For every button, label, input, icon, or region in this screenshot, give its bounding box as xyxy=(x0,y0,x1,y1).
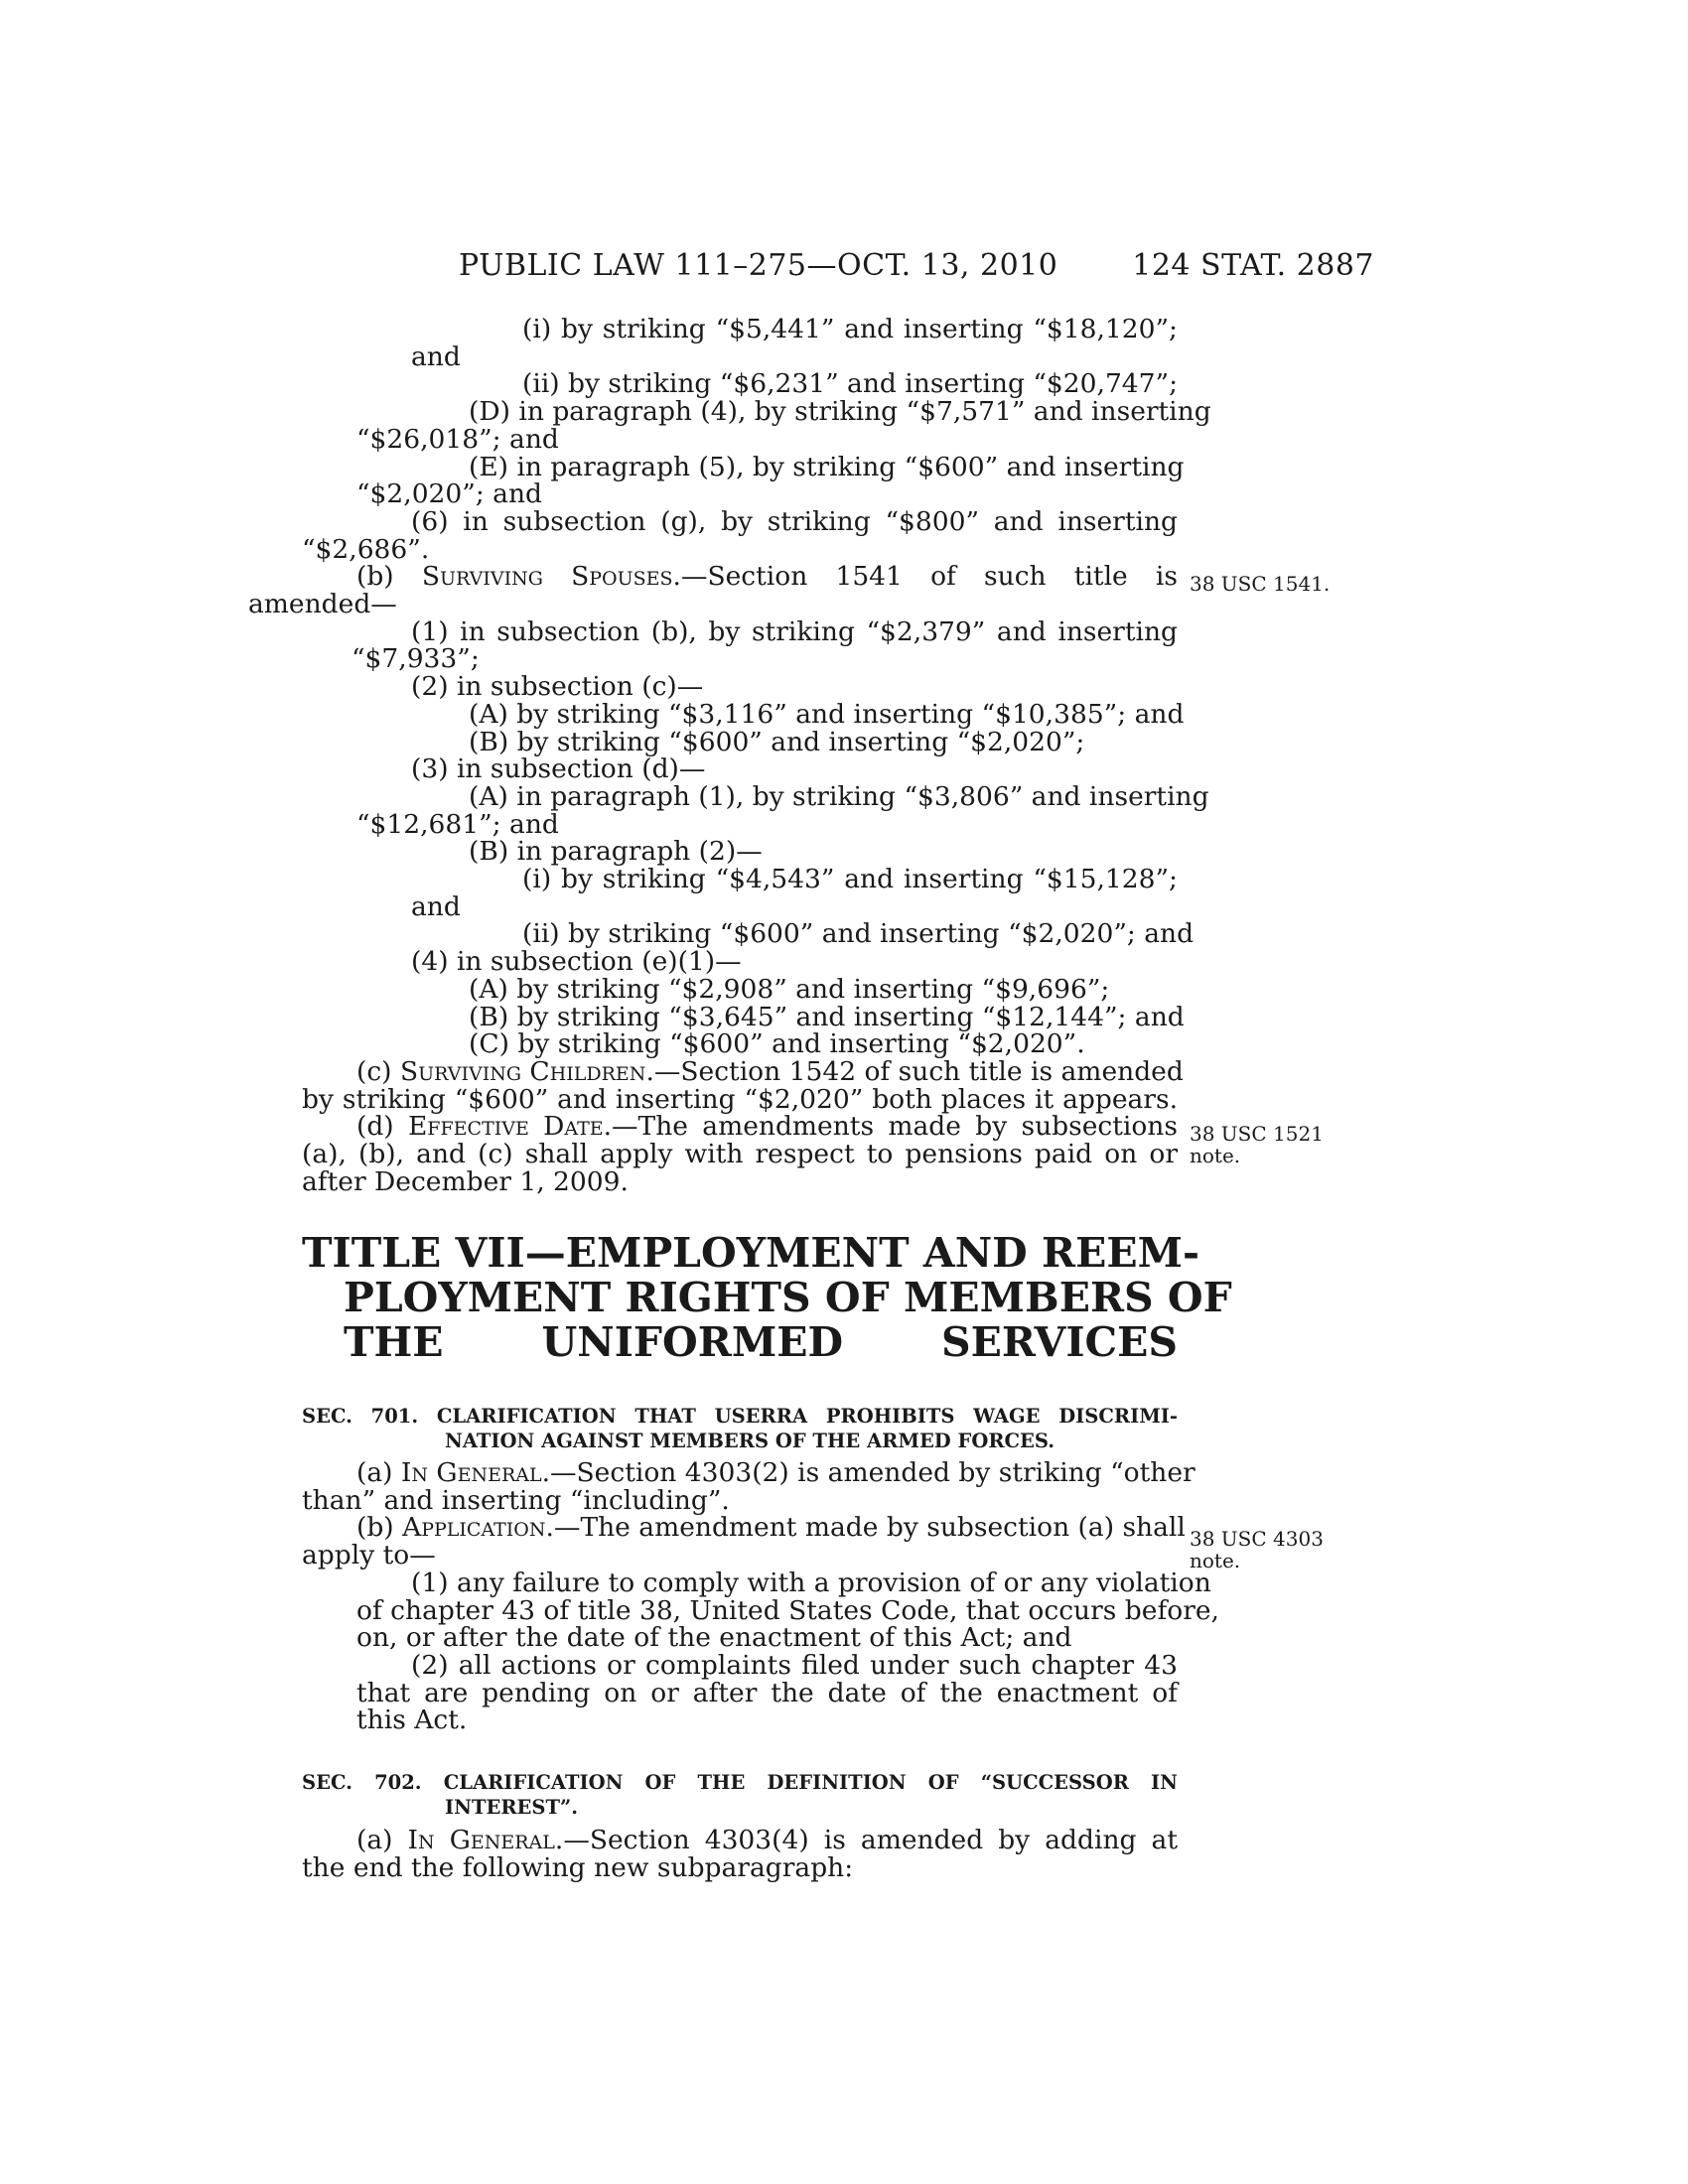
sec-701-heading: SEC. 701. CLARIFICATION THAT USERRA PROHIBITS WAGE DISCRIMI- NATION AGAINST MEMBERS OF THE ARMED FORCES. xyxy=(302,1405,1178,1452)
text-line: that are pending on or after the date of the enactment of xyxy=(356,1677,1178,1708)
text-line: on, or after the date of the enactment of this Act; and xyxy=(356,1622,1072,1654)
text-line: (2) in subsection (c)— xyxy=(411,671,704,703)
text-line: (D) in paragraph (4), by striking “$7,571” and inserting xyxy=(469,396,1211,428)
text-line: and xyxy=(411,890,461,922)
text-line: “$2,686”. xyxy=(302,533,430,565)
text-line: (B) by striking “$600” and inserting “$2,020”; xyxy=(469,726,1085,757)
text-line: (ii) by striking “$6,231” and inserting “$20,747”; xyxy=(522,368,1178,400)
text-line: than” and inserting “including”. xyxy=(302,1484,730,1516)
in-general-heading: In General xyxy=(400,1457,542,1488)
text-line: the end the following new subparagraph: xyxy=(302,1851,854,1883)
title-line: THE UNIFORMED SERVICES xyxy=(344,1318,1178,1366)
effective-date-heading: Effective Date xyxy=(407,1111,604,1143)
text-line: (B) in paragraph (2)— xyxy=(469,836,763,868)
surviving-children-heading: Surviving Children xyxy=(399,1055,646,1087)
text-line: (6) in subsection (g), by striking “$800” and inserting xyxy=(411,505,1178,537)
sec-702-a: (a) In General.—Section 4303(4) is amended by adding at xyxy=(356,1825,1178,1855)
text-line: this Act. xyxy=(356,1705,468,1736)
text-line: (1) any failure to comply with a provision of or any violation xyxy=(411,1567,1211,1598)
margin-note-4303-note: note. xyxy=(1190,1549,1241,1572)
text-line: amended— xyxy=(248,589,397,620)
subsection-c-heading: (c) Surviving Children.—Section 1542 of such title is amended xyxy=(356,1055,1184,1087)
text-line: (A) in paragraph (1), by striking “$3,806” and inserting xyxy=(469,780,1209,812)
text-line: “$26,018”; and xyxy=(356,423,559,455)
text-line: (A) by striking “$2,908” and inserting “$9,696”; xyxy=(469,973,1110,1005)
sec-701-b: (b) Application.—The amendment made by subsection (a) shall xyxy=(356,1512,1186,1544)
sec-702-text xyxy=(302,1827,1178,1881)
text-line: (4) in subsection (e)(1)— xyxy=(411,946,742,978)
surviving-spouses-heading: Surviving Spouses xyxy=(421,561,673,593)
title-line: TITLE VII—EMPLOYMENT AND REEM- xyxy=(302,1229,1199,1277)
text-line: apply to— xyxy=(302,1540,436,1571)
text-line: and xyxy=(411,341,461,372)
text-line: (1) in subsection (b), by striking “$2,379” and inserting xyxy=(411,615,1178,647)
margin-note-38-usc-4303: 38 USC 4303 xyxy=(1190,1527,1324,1551)
text-line: “$7,933”; xyxy=(352,643,480,675)
margin-note-38-usc-1521: 38 USC 1521 xyxy=(1190,1122,1324,1146)
text-line: (2) all actions or complaints filed under such chapter 43 xyxy=(411,1649,1178,1681)
margin-note-1521-note: note. xyxy=(1190,1144,1241,1167)
text-line: (B) by striking “$3,645” and inserting “$12,144”; and xyxy=(469,1001,1185,1032)
margin-note-38-usc-1541: 38 USC 1541. xyxy=(1190,572,1331,596)
subsection-d-heading: (d) Effective Date.—The amendments made by subsections xyxy=(356,1111,1178,1143)
title-vii-heading xyxy=(302,1229,1232,1366)
text-line: “$2,020”; and xyxy=(356,478,543,510)
text-line: (i) by striking “$4,543” and inserting “$15,128”; xyxy=(522,864,1178,895)
text-line: (i) by striking “$5,441” and inserting “$18,120”; xyxy=(522,314,1178,344)
text-line: by striking “$600” and inserting “$2,020” both places it appears. xyxy=(302,1083,1178,1115)
text-line: (ii) by striking “$600” and inserting “$2,020”; and xyxy=(522,918,1195,950)
text-line: of chapter 43 of title 38, United States Code, that occurs before, xyxy=(356,1594,1219,1626)
text-line: after December 1, 2009. xyxy=(302,1165,629,1197)
text-line: (a), (b), and (c) shall apply with respect to pensions paid on or xyxy=(302,1139,1178,1170)
text-line: (A) by striking “$3,116” and inserting “$10,385”; and xyxy=(469,698,1185,730)
text-line: (3) in subsection (d)— xyxy=(411,753,706,785)
title-line: PLOYMENT RIGHTS OF MEMBERS OF xyxy=(344,1274,1232,1321)
header-statute-page: 124 STAT. 2887 xyxy=(1132,248,1374,283)
text-line: (E) in paragraph (5), by striking “$600” and inserting xyxy=(469,451,1185,482)
amendments-text xyxy=(248,314,1211,1197)
sec-701-a: (a) In General.—Section 4303(2) is amended by striking “other xyxy=(356,1457,1196,1488)
text-line: (C) by striking “$600” and inserting “$2,020”. xyxy=(469,1028,1085,1060)
application-heading: Application xyxy=(402,1512,546,1544)
text-line: “$12,681”; and xyxy=(356,808,559,840)
in-general-heading: In General xyxy=(407,1825,555,1855)
subsection-b-heading: (b) Surviving Spouses.—Section 1541 of such title is xyxy=(356,561,1178,593)
sec-702-heading: SEC. 702. CLARIFICATION OF THE DEFINITION OF “SUCCESSOR IN INTEREST”. xyxy=(302,1771,1178,1819)
running-header xyxy=(459,248,1374,288)
header-public-law: PUBLIC LAW 111–275—OCT. 13, 2010 xyxy=(459,248,1058,283)
